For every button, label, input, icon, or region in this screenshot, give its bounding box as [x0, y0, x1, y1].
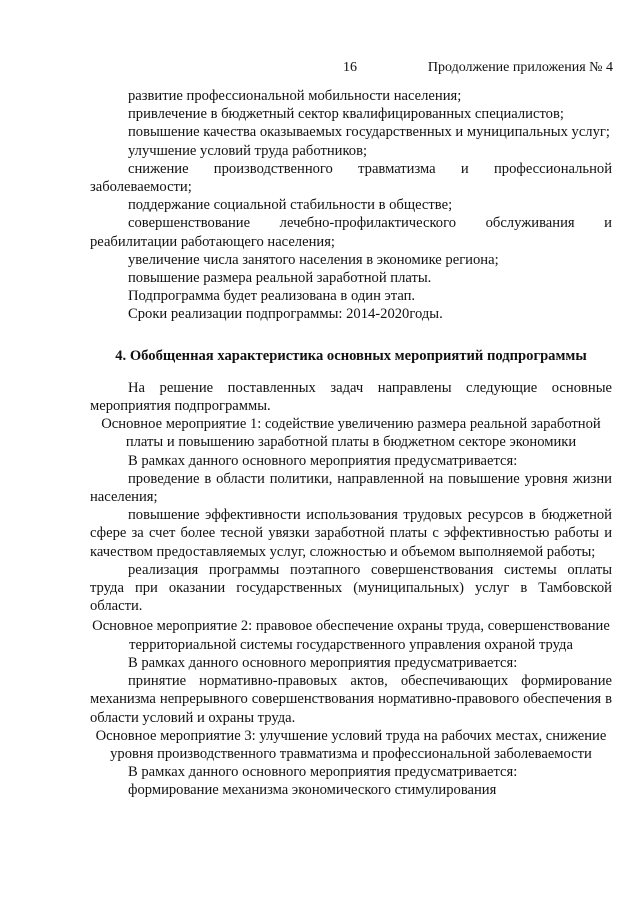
paragraph: принятие нормативно-правовых актов, обеспечивающих формирование механизма непрерывного совершенствования нормативно-правового обеспечения в области условий и охраны труда.	[90, 673, 612, 726]
paragraph: реализация программы поэтапного совершенствования системы оплаты труда при оказании государственных (муниципальных) услуг в Тамбовской области.	[90, 561, 612, 615]
paragraph: снижение производственного травматизма и профессиональной заболеваемости;	[90, 160, 612, 196]
measure-3-heading: Основное мероприятие 3: улучшение условий труда на рабочих местах, снижение уровня производственного травматизма и профессиональной заболеваемости	[95, 727, 607, 762]
paragraph: привлечение в бюджетный сектор квалифицированных специалистов;	[128, 106, 564, 123]
paragraph: повышение размера реальной заработной платы.	[128, 270, 432, 287]
paragraph: развитие профессиональной мобильности населения;	[128, 88, 462, 104]
page-number: 16	[343, 60, 357, 75]
paragraph: повышение эффективности использования трудовых ресурсов в бюджетной сфере за счет более тесной увязки заработной платы с эффективностью работы и качеством предоставляемых услуг, сложностью и объемом выполняемой работы;	[90, 507, 612, 560]
section-heading: 4. Обобщенная характеристика основных мероприятий подпрограммы	[115, 347, 587, 364]
paragraph: увеличение числа занятого населения в экономике региона;	[128, 251, 499, 268]
document-body	[90, 87, 612, 800]
measure-1-heading: Основное мероприятие 1: содействие увеличению размера реальной заработной платы и повышению заработной платы в бюджетном секторе экономики	[101, 416, 601, 451]
paragraph: совершенствование лечебно-профилактического обслуживания и реабилитации работающего населения;	[90, 215, 612, 250]
paragraph: улучшение условий труда работников;	[128, 142, 368, 159]
paragraph: В рамках данного основного мероприятия предусматривается:	[128, 764, 518, 781]
paragraph: В рамках данного основного мероприятия предусматривается:	[128, 452, 518, 469]
measure-2-heading: Основное мероприятие 2: правовое обеспечение охраны труда, совершенствование территориальной системы государственного управления охраной труда	[92, 618, 610, 653]
paragraph: На решение поставленных задач направлены следующие основные мероприятия подпрограммы.	[90, 379, 612, 415]
paragraph: поддержание социальной стабильности в обществе;	[128, 197, 453, 214]
appendix-label: Продолжение приложения № 4	[427, 60, 613, 75]
paragraph: В рамках данного основного мероприятия предусматривается:	[128, 654, 518, 671]
paragraph: формирование механизма экономического стимулирования	[128, 782, 497, 799]
paragraph: Подпрограмма будет реализована в один этап.	[128, 288, 416, 305]
paragraph: Сроки реализации подпрограммы: 2014-2020годы.	[128, 306, 443, 323]
paragraph: повышение качества оказываемых государственных и муниципальных услуг;	[128, 124, 610, 141]
paragraph: проведение в области политики, направленной на повышение уровня жизни населения;	[90, 470, 612, 506]
